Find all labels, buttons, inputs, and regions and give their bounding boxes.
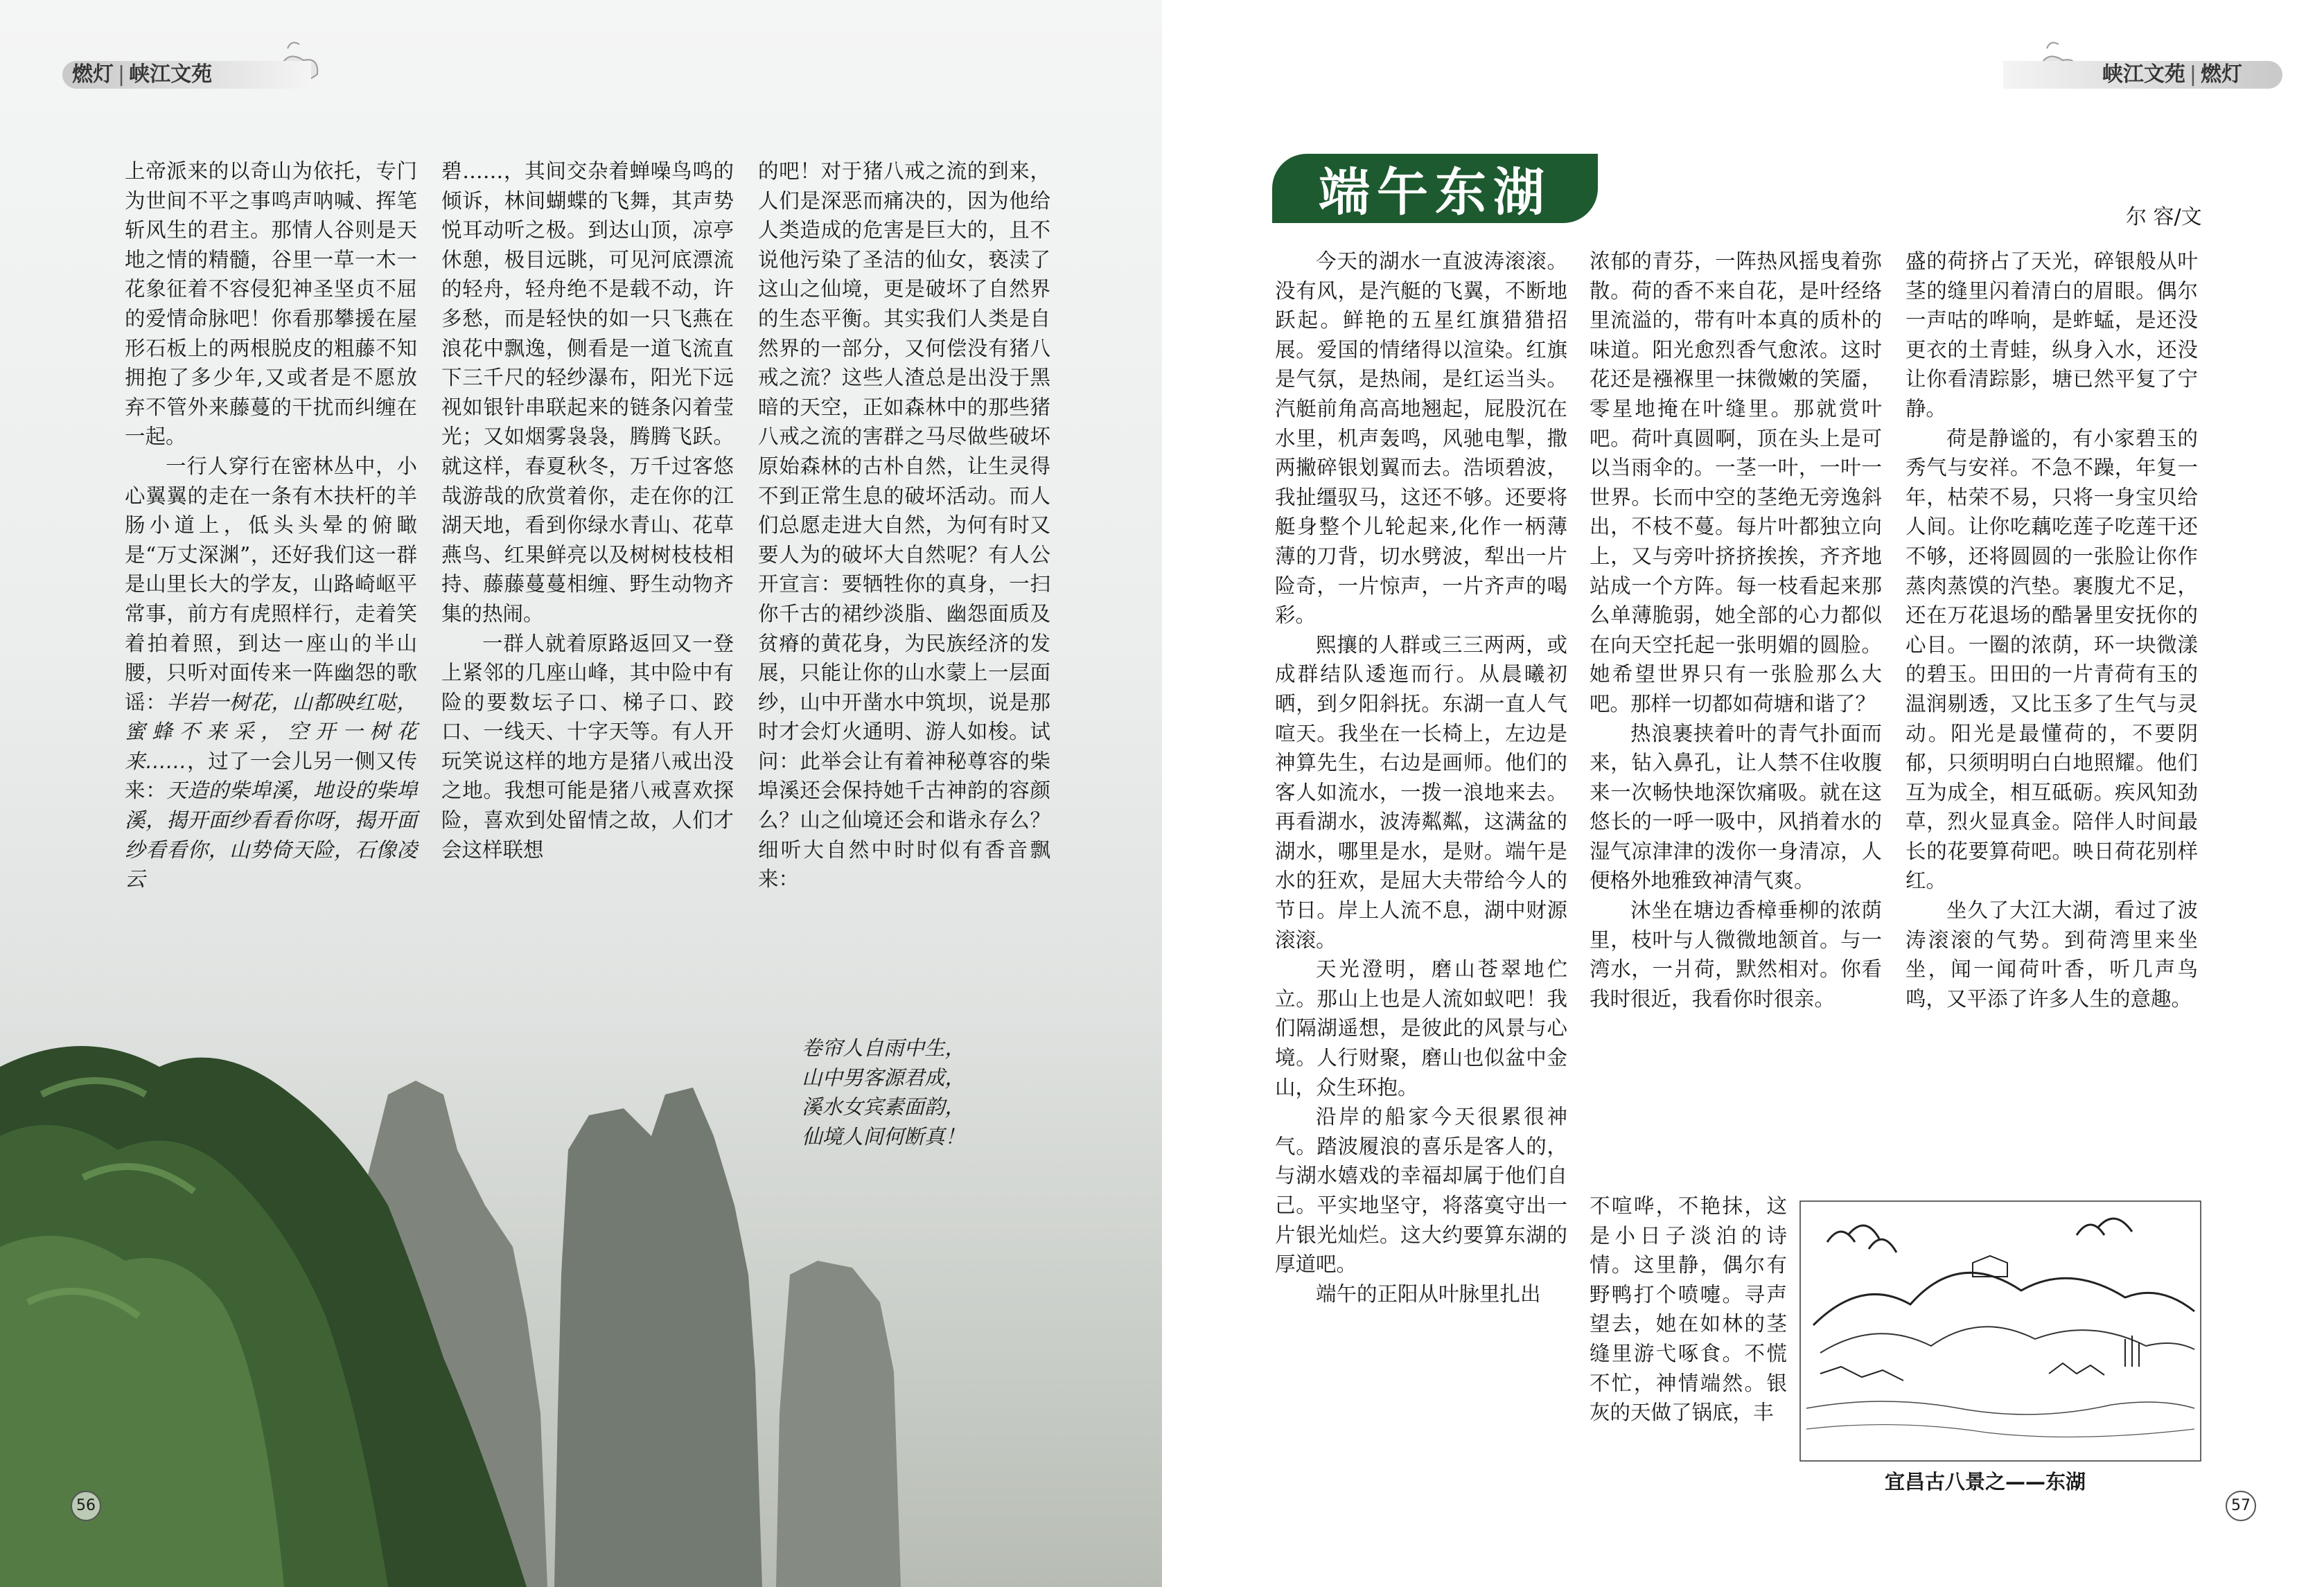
paragraph: 端午的正阳从叶脉里扎出 <box>1316 1282 1541 1306</box>
header-part1: 燃灯 <box>72 62 114 87</box>
page-number: 57 <box>2226 1491 2256 1521</box>
poem-line: 山中男客源君成， <box>802 1065 966 1090</box>
paragraph: 的吧！对于猪八戒之流的到来，人们是深恶而痛决的，因为他给人类造成的危害是巨大的，且不说他污染了圣洁的仙女，亵渎了这山之仙境，更是破坏了自然界的生态平衡。其实我们人类是自然界的一部分，又何偿没有猪八戒之流？这些人渣总是出没于黑暗的天空，正如森林中的那些猪八戒之流的害群之马尽做些破坏原始森林的古朴自然，让生灵得不到正常生息的破坏活动。而人们总愿走进大自然，为何有时又要人为的破坏大自然呢？有人公开宣言：要牺牲你的真身，一扫你千古的裙纱淡脂、幽怨面质及贫瘠的黄花身，为民族经济的发展，只能让你的山水蒙上一层面纱，山中开凿水中筑坝，说是那时才会灯火通明、游人如梭。试问：此举会让有着神秘尊容的柴埠溪还会保持她千古神韵的容颜么？山之仙境还会和谐永存么？细听大自然中时时似有香音飘来： <box>758 159 1050 892</box>
paragraph: 一群人就着原路返回又一登上紧邻的几座山峰，其中险中有险的要数坛子口、梯子口、跤口、一线天、十字天等。有人开玩笑说这样的地方是猪八戒出没之地。我想可能是猪八戒喜欢探险，喜欢到处留情之故，人们才会这样联想 <box>441 631 734 862</box>
left-column-2 <box>441 157 734 865</box>
paragraph: 盛的荷挤占了天光，碎银般从叶茎的缝里闪着清白的眉眼。偶尔一声咕的哗响，是蚱蜢，是还没更衣的土青蛙，纵身入水，还没让你看清踪影，塘已然平复了宁静。 <box>1905 249 2198 420</box>
header-section-label <box>62 61 311 89</box>
paragraph: 沐坐在塘边香樟垂柳的浓荫里，枝叶与人微微地颔首。与一湾水，一爿荷，默然相对。你看我时很近，我看你时很亲。 <box>1590 898 1882 1011</box>
paragraph-text: ，过了一会儿另一侧又传来： <box>125 749 417 803</box>
poem-line: 仙境人间何断真！ <box>802 1124 966 1149</box>
paragraph-text: 一行人穿行在密林丛中，小心翼翼的走在一条有木扶杆的羊肠小道上，低头头晕的俯瞰是“万丈深渊”，还好我们这一群是山里长大的学友，山路崎岖平常事，前方有虎照样行，走着笑着拍着照，到达一座山的半山腰，只听对面传来一阵幽怨的歌谣： <box>125 454 417 714</box>
header-part1: 峡江文苑 <box>2102 62 2185 87</box>
header-separator: | <box>2189 62 2197 87</box>
left-column-1 <box>125 157 417 894</box>
right-column-2-lower <box>1590 1191 1787 1428</box>
poem-line: 卷帘人自雨中生， <box>802 1036 966 1060</box>
article-author: 尔 容/文 <box>2126 205 2202 229</box>
paragraph: 沿岸的船家今天很累很神气。踏波履浪的喜乐是客人的，与湖水嬉戏的幸福却属于他们自己。平实地坚守，将落寞守出一片银光灿烂。这大约要算东湖的厚道吧。 <box>1275 1105 1567 1277</box>
paragraph: 不喧哗，不艳抹，这是小日子淡泊的诗情。这里静，偶尔有野鸭打个喷嚏。寻声望去，她在如林的茎缝里游弋啄食。不慌不忙，神情端然。银灰的天做了锅底，丰 <box>1590 1194 1787 1425</box>
illustration-caption: 宜昌古八景之——东湖 <box>1885 1470 2086 1493</box>
right-column-3 <box>1905 247 2198 1013</box>
header-separator: | <box>118 62 125 87</box>
paragraph: 天光澄明，磨山苍翠地伫立。那山上也是人流如蚁吧！我们隔湖遥想，是彼此的风景与心境。人行财聚，磨山也似盆中金山，众生环抱。 <box>1275 957 1567 1099</box>
right-column-1 <box>1275 247 1567 1309</box>
poem-line: 溪水女宾素面韵， <box>802 1095 966 1119</box>
paragraph: 坐久了大江大湖，看过了波涛滚滚的气势。到荷湾里来坐坐，闻一闻荷叶香，听几声鸟鸣，又平添了许多人生的意趣。 <box>1905 898 2198 1011</box>
header-part2: 峡江文苑 <box>129 62 213 87</box>
paragraph: 熙攘的人群或三三两两，或成群结队逶迤而行。从晨曦初晒，到夕阳斜抚。东湖一直人气喧天。我坐在一长椅上，左边是神算先生，右边是画师。他们的客人如流水，一拨一浪地来去。再看湖水，波涛粼粼，这满盆的湖水，哪里是水，是财。端午是水的狂欢，是屈大夫带给今人的节日。岸上人流不息，湖中财源滚滚。 <box>1275 632 1567 952</box>
left-column-3 <box>758 157 1050 894</box>
paragraph: 浓郁的青芬，一阵热风摇曳着弥散。荷的香不来自花，是叶经络里流溢的，带有叶本真的质朴的味道。阳光愈烈香气愈浓。这时花还是襁褓里一抹微嫩的笑靥，零星地掩在叶缝里。那就赏叶吧。荷叶真圆啊，顶在头上是可以当雨伞的。一茎一叶，一叶一世界。长而中空的茎绝无旁逸斜出，不枝不蔓。每片叶都独立向上，又与旁叶挤挤挨挨，齐齐地站成一个方阵。每一枝看起来那么单薄脆弱，她全部的心力都似在向天空托起一张明媚的圆脸。她希望世界只有一张脸那么大吧。那样一切都如荷塘和谐了？ <box>1590 249 1882 716</box>
paragraph: 热浪裹挟着叶的青气扑面而来，钻入鼻孔，让人禁不住收腹来一次畅快地深饮痛吸。就在这悠长的一呼一吸中，风捎着水的湿气凉津津的泼你一身清凉，人便格外地雅致神清气爽。 <box>1590 721 1882 893</box>
page-number: 56 <box>71 1491 101 1521</box>
folk-song-lyric: 半岩一树花，山都映红哒，蜜蜂不来采，空开一树花来…… <box>125 690 417 773</box>
header-section-label <box>2003 61 2282 89</box>
article-title: 端午东湖 <box>1272 154 1598 223</box>
paragraph: 上帝派来的以奇山为依托，专门为世间不平之事鸣声呐喊、挥笔斩风生的君主。那情人谷则是天地之情的精髓，谷里一草一木一花象征着不容侵犯神圣坚贞不屈的爱情命脉吧！你看那攀援在屋形石板上的两根脱皮的粗藤不知拥抱了多少年,又或者是不愿放弃不管外来藤蔓的干扰而纠缠在一起。 <box>125 159 417 449</box>
paragraph: 荷是静谧的，有小家碧玉的秀气与安祥。不急不躁，年复一年，枯荣不易，只将一身宝贝给人间。让你吃藕吃莲子吃莲干还不够，还将圆圆的一张脸让你作蒸肉蒸馍的汽垫。裹腹尤不足，还在万花退场的酷暑里安抚你的心目。一圈的浓荫，环一块微漾的碧玉。田田的一片青荷有玉的温润剔透，又比玉多了生气与灵动。阳光是最懂荷的，不要阴郁，只须明明白白地照耀。他们互为成全，相互砥砺。疾风知劲草，烈火显真金。陪伴人时间最长的花要算荷吧。映日荷花别样红。 <box>1905 426 2198 893</box>
poem <box>802 1034 965 1151</box>
paragraph: 碧……，其间交杂着蝉噪鸟鸣的倾诉，林间蝴蝶的飞舞，其声势悦耳动听之极。到达山顶，凉亭休憩，极目远眺，可见河底漂流的轻舟，轻舟绝不是载不动，许多愁，而是轻快的如一只飞燕在浪花中飘逸，侧看是一道飞流直下三千尺的轻纱瀑布，阳光下远视如银针串联起来的链条闪着莹光；又如烟雾袅袅，腾腾飞跃。就这样，春夏秋冬，万千过客悠哉游哉的欣赏着你，走在你的江湖天地，看到你绿水青山、花草燕鸟、红果鲜亮以及树树枝枝相持、藤藤蔓蔓相缠、野生动物齐集的热闹。 <box>441 159 734 626</box>
paragraph <box>125 452 417 894</box>
right-column-2 <box>1590 247 1882 1013</box>
east-lake-ink-illustration <box>1799 1200 2201 1462</box>
folk-song-lyric: 天造的柴埠溪，地设的柴埠溪，揭开面纱看看你呀，揭开面纱看看你，山势倚天险，石像凌云 <box>125 779 417 892</box>
paragraph: 今天的湖水一直波涛滚滚。没有风，是汽艇的飞翼，不断地跃起。鲜艳的五星红旗猎猎招展。爱国的情绪得以渲染。红旗是气氛，是热闹，是红运当头。汽艇前角高高地翘起，屁股沉在水里，机声轰鸣，风驰电掣，撒两撇碎银划翼而去。浩顷碧波，我扯缰驭马，这还不够。还要将艇身整个儿轮起来,化作一柄薄薄的刀背，切水劈波，犁出一片险奇，一片惊声，一片齐声的喝彩。 <box>1275 249 1567 628</box>
mountain-photo <box>0 887 1162 1587</box>
header-part2: 燃灯 <box>2201 62 2242 87</box>
